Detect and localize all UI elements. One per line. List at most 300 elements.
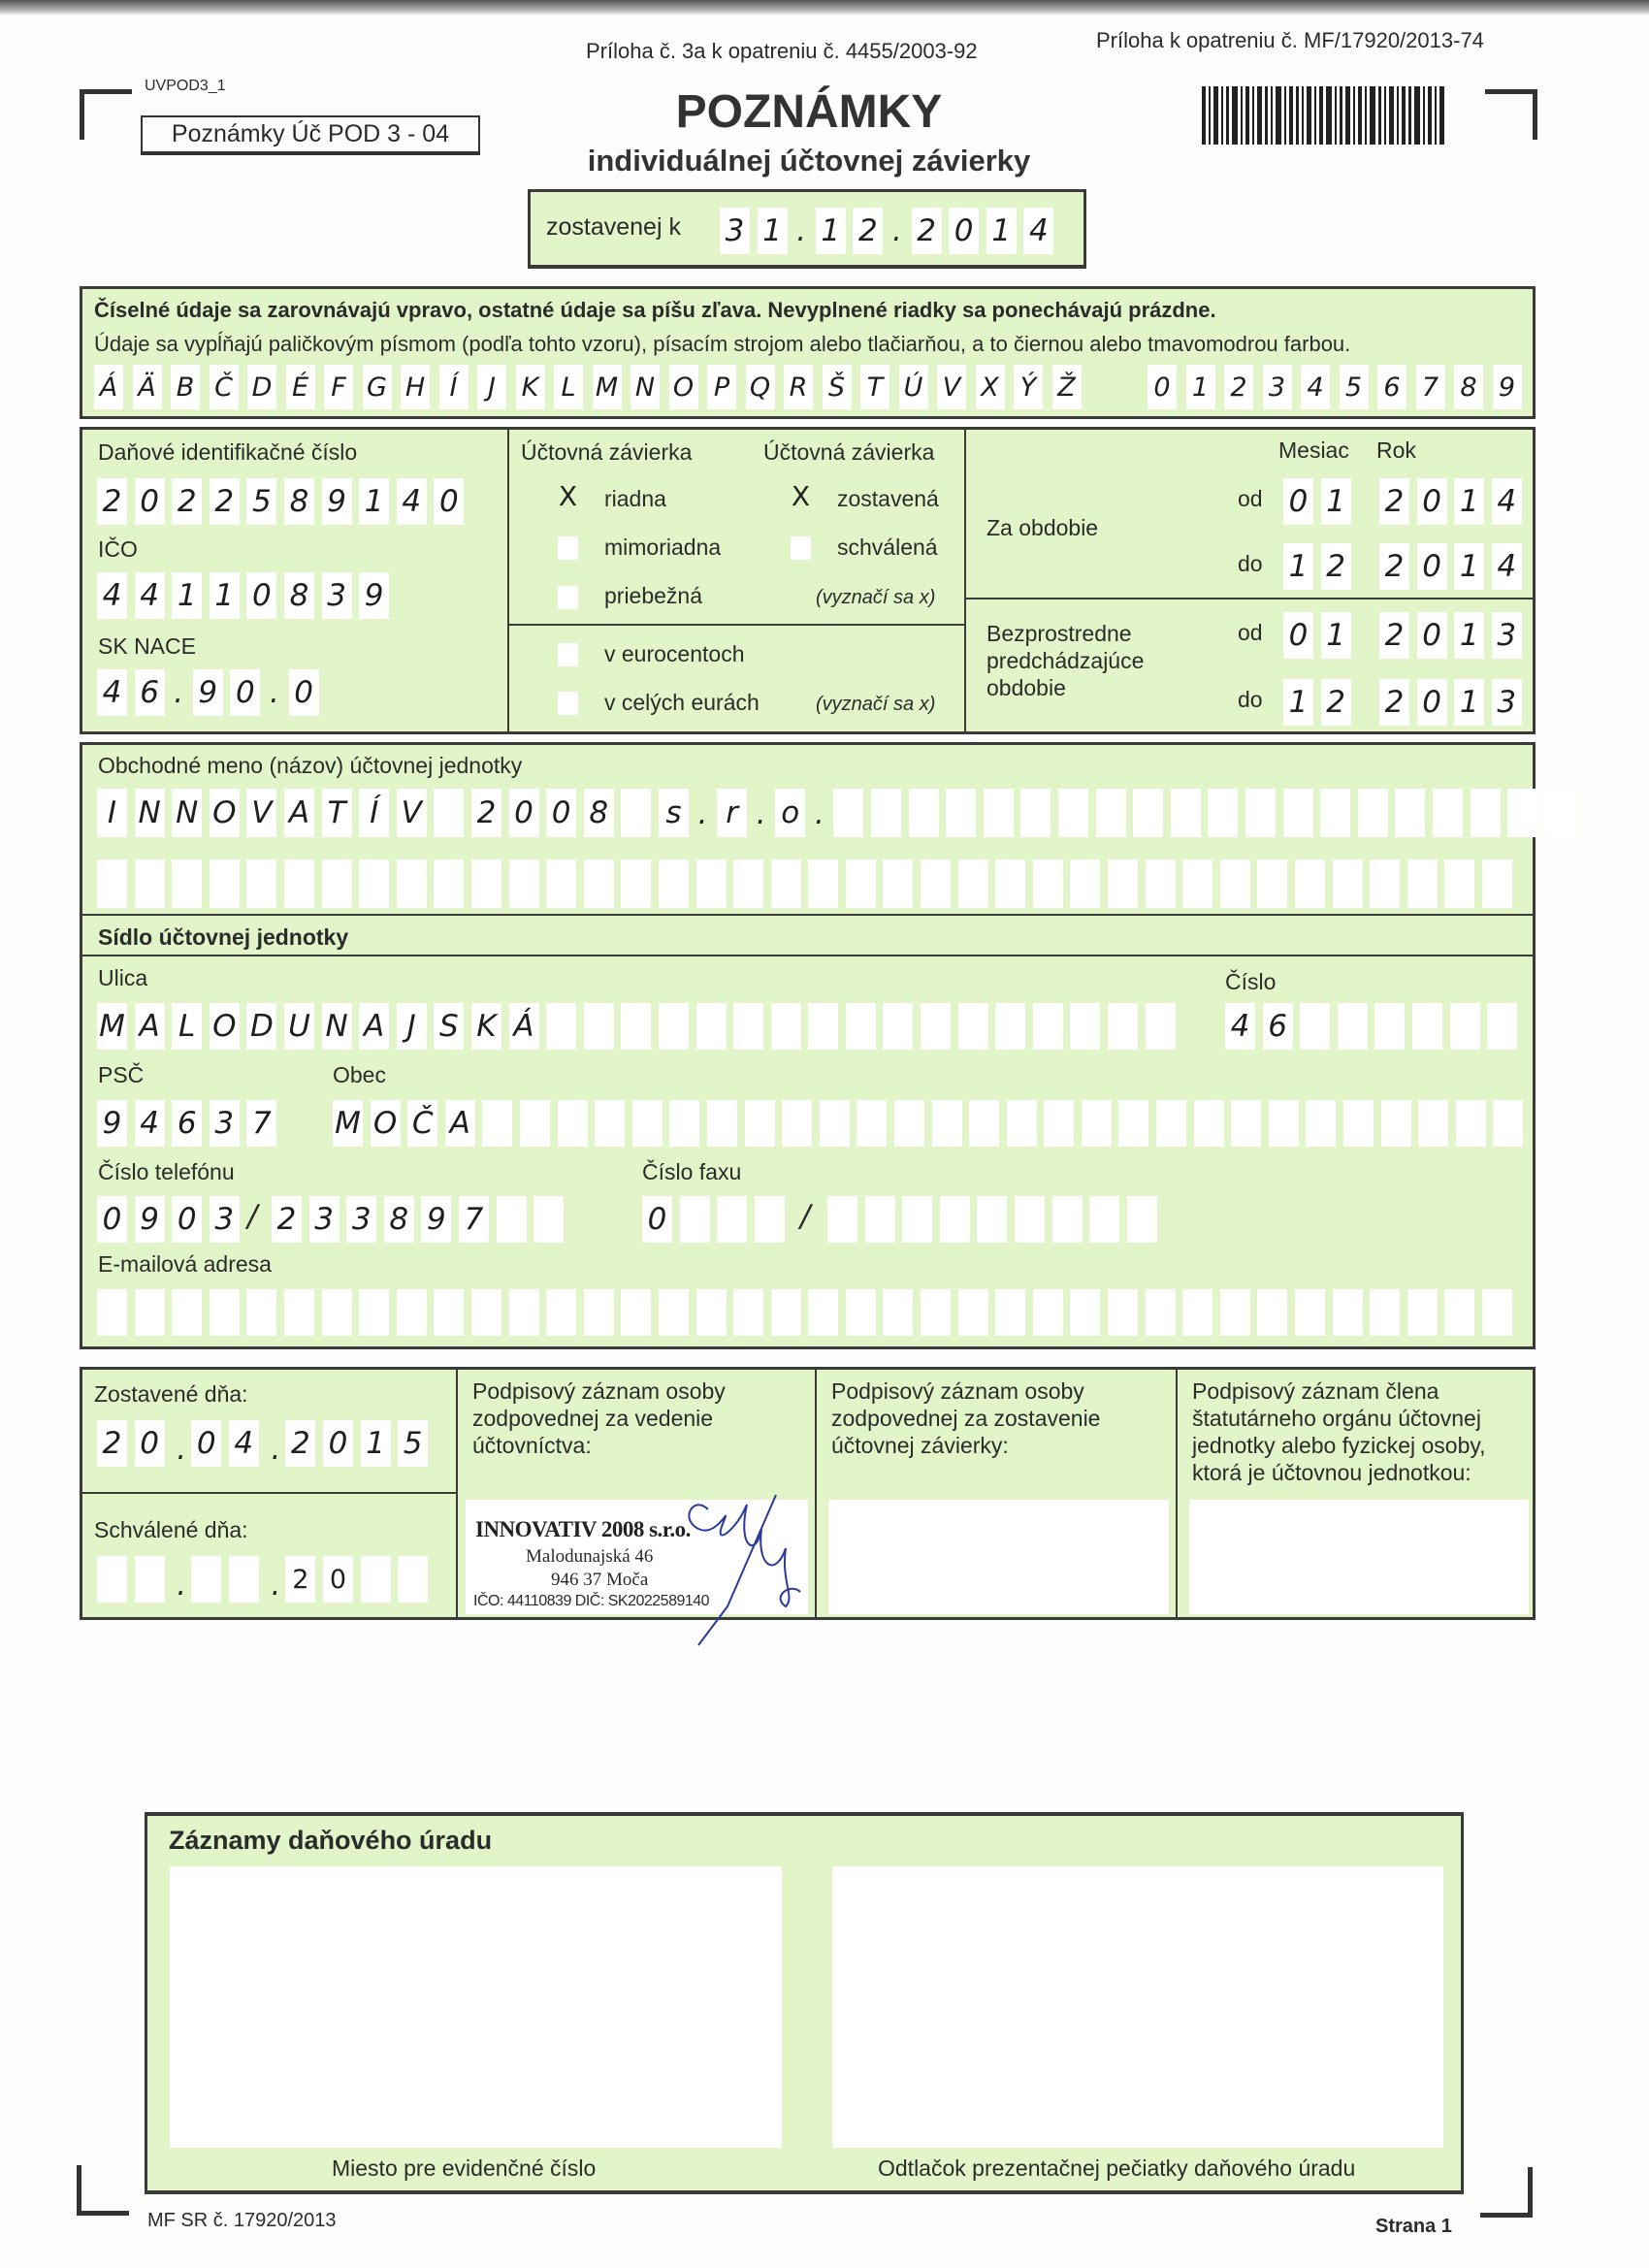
ico-field[interactable] <box>97 572 397 619</box>
comb-cell: N <box>322 1003 352 1050</box>
comb-cell: 8 <box>584 789 614 837</box>
comb-cell: 6 <box>1263 1003 1293 1050</box>
comb-cell <box>1338 1003 1368 1050</box>
mark-hint: (vyznačí sa x) <box>816 587 936 608</box>
comb-cell: 2 <box>853 208 883 254</box>
comb-cell: 0 <box>246 572 276 619</box>
comb-cell <box>1333 1289 1363 1336</box>
comb-cell <box>246 1289 276 1336</box>
comb-cell: 5 <box>1340 365 1369 409</box>
comb-cell: 3 <box>1263 365 1292 409</box>
email-field[interactable] <box>97 1289 1520 1336</box>
comb-cell <box>865 1196 895 1243</box>
comb-cell <box>808 1003 838 1050</box>
comb-cell <box>827 1196 857 1243</box>
label-schvalena: schválená <box>837 535 938 560</box>
comb-cell: 1 <box>361 1420 391 1467</box>
annex-reference-right: Príloha k opatreniu č. MF/17920/2013-74 <box>1096 28 1484 52</box>
comb-cell <box>755 1196 785 1243</box>
comb-cell <box>1407 859 1438 908</box>
comb-cell <box>1444 859 1474 908</box>
comb-cell <box>1320 789 1350 837</box>
comb-cell: 2 <box>471 789 501 837</box>
zip-label: PSČ <box>98 1062 145 1087</box>
comb-cell <box>1070 1289 1100 1336</box>
comb-cell <box>995 1289 1025 1336</box>
comb-cell <box>1358 789 1388 837</box>
comb-cell <box>1450 1003 1480 1050</box>
statutory-signature-box[interactable] <box>1189 1500 1529 1614</box>
email-label: E-mailová adresa <box>98 1251 272 1277</box>
form-id-box: Poznámky Úč POD 3 - 04 <box>141 115 480 155</box>
col2-line-3: účtovníctva: <box>472 1433 592 1458</box>
comb-cell <box>1108 859 1138 908</box>
comb-cell <box>1033 1003 1063 1050</box>
date-dot: . <box>177 1568 187 1603</box>
comb-cell: R <box>784 365 813 409</box>
registration-mark-bottom-right <box>1480 2167 1533 2218</box>
comb-cell <box>1133 789 1163 837</box>
zip-field[interactable] <box>97 1100 284 1147</box>
comb-cell <box>940 1196 970 1243</box>
comb-cell <box>361 1556 391 1603</box>
street-number-field[interactable] <box>1225 1003 1525 1050</box>
approved-year[interactable] <box>285 1556 435 1603</box>
comb-cell: 0 <box>135 1420 165 1467</box>
registration-mark-top-left <box>80 89 132 140</box>
comb-cell: 4 <box>97 669 127 716</box>
comb-cell: 2 <box>97 1420 127 1467</box>
comb-cell <box>397 859 427 908</box>
current-from-label: od <box>1238 486 1263 511</box>
comb-cell: 3 <box>1492 679 1522 726</box>
comb-cell <box>1456 1100 1486 1147</box>
comb-cell: 4 <box>135 1100 165 1147</box>
comb-cell <box>434 1289 464 1336</box>
comb-cell: A <box>135 1003 165 1050</box>
comb-cell: 7 <box>459 1196 489 1243</box>
comb-cell: H <box>401 365 430 409</box>
comb-cell <box>771 1289 801 1336</box>
previous-from-year[interactable] <box>1379 612 1529 659</box>
compiled-year[interactable] <box>285 1420 435 1467</box>
phone-separator: / <box>247 1199 258 1234</box>
comb-cell <box>482 1100 512 1147</box>
comb-cell: 2 <box>97 478 127 525</box>
comb-cell <box>191 1556 221 1603</box>
comb-cell <box>1300 1003 1330 1050</box>
entity-name-line-2[interactable] <box>97 859 1520 908</box>
comb-cell <box>1020 789 1051 837</box>
comb-cell: 6 <box>1377 365 1406 409</box>
date-dot: . <box>177 1432 187 1467</box>
comb-cell <box>808 859 838 908</box>
approved-day[interactable] <box>97 1556 172 1603</box>
comb-cell <box>1033 1289 1063 1336</box>
label-priebezna: priebežná <box>604 583 703 608</box>
compiler-signature-box[interactable] <box>828 1500 1169 1614</box>
fax-separator: / <box>800 1199 811 1234</box>
comb-cell: 2 <box>172 478 202 525</box>
comb-cell: 8 <box>384 1196 414 1243</box>
comb-cell: 0 <box>1148 365 1177 409</box>
comb-cell: 6 <box>135 669 165 716</box>
as-of-label: zostavenej k <box>546 213 681 241</box>
comb-cell <box>733 1289 763 1336</box>
previous-period-label-3: obdobie <box>986 675 1066 700</box>
comb-cell <box>584 1003 614 1050</box>
compiled-day[interactable] <box>97 1420 172 1467</box>
comb-cell <box>434 789 464 837</box>
comb-cell: L <box>172 1003 202 1050</box>
comb-cell: M <box>593 365 622 409</box>
tax-office-section <box>145 1812 1464 2194</box>
checkbox-priebezna[interactable] <box>558 586 578 609</box>
current-to-month[interactable] <box>1283 543 1358 590</box>
comb-cell <box>659 859 689 908</box>
comb-cell: 4 <box>1023 208 1053 254</box>
fax-number-field[interactable] <box>827 1196 1164 1243</box>
comb-cell <box>659 1003 689 1050</box>
registration-mark-bottom-left <box>77 2165 129 2216</box>
comb-cell <box>546 1003 576 1050</box>
comb-separator: . <box>814 796 824 831</box>
label-eurocentoch: v eurocentoch <box>604 641 745 666</box>
stamp-city: 946 37 Moča <box>551 1570 649 1590</box>
comb-cell: V <box>246 789 276 837</box>
checkbox-schvalena[interactable] <box>791 536 811 560</box>
sample-letters <box>94 365 1090 409</box>
comb-cell <box>696 1289 727 1336</box>
stamp-street: Malodunajská 46 <box>526 1546 654 1567</box>
comb-cell <box>632 1100 663 1147</box>
current-to-year[interactable] <box>1379 543 1529 590</box>
comb-cell: 0 <box>1417 612 1447 659</box>
comb-cell: 4 <box>1225 1003 1255 1050</box>
comb-cell: Á <box>94 365 123 409</box>
comb-cell: S <box>434 1003 464 1050</box>
checkbox-riadna[interactable]: X <box>558 480 578 512</box>
comb-cell: Č <box>407 1100 437 1147</box>
comb-cell <box>621 789 651 837</box>
comb-cell <box>621 859 651 908</box>
comb-cell <box>1146 859 1176 908</box>
comb-cell <box>546 859 576 908</box>
comb-cell <box>471 859 501 908</box>
seat-header: Sídlo účtovnej jednotky <box>98 924 349 950</box>
phone-label: Číslo telefónu <box>98 1159 235 1184</box>
comb-cell: 1 <box>1454 543 1484 590</box>
comb-separator: . <box>270 675 279 710</box>
stamp-ids: IČO: 44110839 DIČ: SK2022589140 <box>473 1593 710 1609</box>
fax-label: Číslo faxu <box>642 1159 742 1184</box>
checkbox-celych-eurach[interactable] <box>558 692 578 715</box>
comb-cell: o <box>775 789 805 837</box>
comb-cell: 2 <box>1379 543 1409 590</box>
comb-cell: 4 <box>1492 543 1522 590</box>
as-of-date-box <box>528 189 1086 269</box>
compiled-date-label: Zostavené dňa: <box>94 1381 248 1407</box>
nace-field[interactable] <box>97 669 326 716</box>
comb-cell: 0 <box>135 478 165 525</box>
comb-cell: 0 <box>1283 478 1313 525</box>
comb-cell: 3 <box>720 208 750 254</box>
previous-from-label: od <box>1238 620 1263 645</box>
dic-field[interactable] <box>97 478 471 525</box>
comb-cell: 0 <box>323 1556 353 1603</box>
comb-cell <box>977 1196 1007 1243</box>
comb-cell: 9 <box>359 572 389 619</box>
comb-cell <box>921 859 951 908</box>
comb-cell <box>509 859 539 908</box>
comb-cell <box>1487 1003 1517 1050</box>
comb-cell: A <box>445 1100 475 1147</box>
comb-cell <box>520 1100 550 1147</box>
comb-cell: J <box>397 1003 427 1050</box>
comb-cell: A <box>284 789 314 837</box>
comb-cell <box>434 859 464 908</box>
comb-cell <box>808 1289 838 1336</box>
comb-cell: Ú <box>899 365 928 409</box>
fax-prefix-field[interactable] <box>642 1196 792 1243</box>
comb-cell <box>1070 1003 1100 1050</box>
page-title: POZNÁMKY <box>675 86 943 138</box>
comb-cell: 0 <box>323 1420 353 1467</box>
comb-cell: 1 <box>758 208 788 254</box>
comb-cell: L <box>554 365 583 409</box>
comb-cell <box>883 1289 913 1336</box>
comb-cell: 2 <box>1379 478 1409 525</box>
comb-cell: 0 <box>1417 543 1447 590</box>
comb-cell <box>921 1289 951 1336</box>
checkbox-mimoriadna[interactable] <box>558 536 578 560</box>
page-subtitle: individuálnej účtovnej závierky <box>587 144 1031 178</box>
col4-line-2: štatutárneho orgánu účtovnej <box>1192 1406 1481 1431</box>
comb-cell: U <box>284 1003 314 1050</box>
comb-cell: 2 <box>272 1196 302 1243</box>
comb-cell: 0 <box>1417 478 1447 525</box>
previous-from-month[interactable] <box>1283 612 1358 659</box>
comb-cell <box>1182 1289 1212 1336</box>
comb-cell: P <box>707 365 736 409</box>
comb-cell <box>969 1100 999 1147</box>
tax-office-stamp-caption: Odtlačok prezentačnej pečiatky daňového úradu <box>878 2155 1356 2181</box>
as-of-date-field[interactable] <box>720 208 1061 254</box>
comb-cell <box>1283 789 1313 837</box>
comb-cell: Í <box>439 365 469 409</box>
comb-cell: 0 <box>1283 612 1313 659</box>
tax-office-stamp-box[interactable] <box>832 1866 1443 2148</box>
comb-cell <box>322 859 352 908</box>
comb-cell <box>210 859 240 908</box>
comb-cell <box>1194 1100 1224 1147</box>
comb-cell <box>921 1003 951 1050</box>
statement-state-header: Účtovná závierka <box>763 439 935 465</box>
signatures-section <box>80 1367 1536 1620</box>
comb-cell: O <box>210 789 240 837</box>
footer-reference: MF SR č. 17920/2013 <box>147 2210 337 2231</box>
statement-type-header: Účtovná závierka <box>521 439 693 465</box>
comb-cell: Š <box>823 365 852 409</box>
label-riadna: riadna <box>604 486 666 511</box>
phone-prefix-field[interactable] <box>97 1196 246 1243</box>
street-label: Ulica <box>98 965 148 990</box>
comb-cell <box>1108 1289 1138 1336</box>
col2-line-1: Podpisový záznam osoby <box>472 1378 726 1404</box>
registration-number-box[interactable] <box>170 1866 782 2148</box>
col3-line-1: Podpisový záznam osoby <box>831 1378 1084 1404</box>
comb-cell <box>902 1196 932 1243</box>
comb-cell <box>1044 1100 1074 1147</box>
comb-cell: 4 <box>229 1420 259 1467</box>
previous-to-year[interactable] <box>1379 679 1529 726</box>
current-period-label: Za obdobie <box>986 515 1099 540</box>
compiled-month[interactable] <box>191 1420 266 1467</box>
previous-to-month[interactable] <box>1283 679 1358 726</box>
ico-label: IČO <box>98 536 138 562</box>
comb-cell <box>1370 1289 1400 1336</box>
comb-cell <box>995 1003 1025 1050</box>
comb-cell <box>97 1556 127 1603</box>
comb-cell <box>846 1289 876 1336</box>
comb-cell: 9 <box>97 1100 127 1147</box>
checkbox-zostavena[interactable]: X <box>791 480 811 512</box>
comb-cell: Í <box>359 789 389 837</box>
entity-name-line-1[interactable] <box>97 789 1582 837</box>
form-code: UVPOD3_1 <box>145 78 226 94</box>
comb-cell <box>1545 789 1575 837</box>
comb-cell <box>172 859 202 908</box>
comb-cell <box>1007 1100 1037 1147</box>
comb-cell <box>883 859 913 908</box>
comb-cell <box>1127 1196 1157 1243</box>
comb-cell: N <box>172 789 202 837</box>
date-dot: . <box>271 1568 281 1603</box>
comb-cell: 5 <box>246 478 276 525</box>
comb-cell: É <box>286 365 315 409</box>
comb-cell: K <box>471 1003 501 1050</box>
comb-cell <box>1052 1196 1083 1243</box>
comb-cell <box>509 1289 539 1336</box>
comb-cell: 7 <box>1416 365 1445 409</box>
handwritten-signature-icon <box>640 1490 815 1626</box>
comb-cell: r <box>717 789 747 837</box>
comb-cell: 1 <box>816 208 846 254</box>
comb-cell: 3 <box>210 1196 240 1243</box>
comb-cell: 0 <box>546 789 576 837</box>
comb-cell: 8 <box>1454 365 1483 409</box>
comb-cell: M <box>333 1100 363 1147</box>
comb-cell <box>1182 859 1212 908</box>
registration-number-caption: Miesto pre evidenčné číslo <box>332 2155 597 2181</box>
comb-cell <box>857 1100 887 1147</box>
comb-cell <box>135 1556 165 1603</box>
comb-cell: V <box>937 365 966 409</box>
comb-cell <box>1015 1196 1045 1243</box>
comb-cell <box>359 859 389 908</box>
comb-cell <box>584 859 614 908</box>
comb-cell <box>584 1289 614 1336</box>
comb-cell: Q <box>746 365 775 409</box>
sample-digits <box>1148 365 1531 409</box>
comb-cell <box>1231 1100 1261 1147</box>
col2-line-2: zodpovednej za vedenie <box>472 1406 714 1431</box>
comb-cell <box>1146 1289 1176 1336</box>
comb-cell: 0 <box>191 1420 221 1467</box>
comb-cell: 1 <box>1321 612 1351 659</box>
approved-month[interactable] <box>191 1556 266 1603</box>
comb-cell: N <box>135 789 165 837</box>
entity-name-label: Obchodné meno (názov) účtovnej jednotky <box>98 753 523 778</box>
comb-cell <box>322 1289 352 1336</box>
comb-cell <box>1407 1289 1438 1336</box>
checkbox-eurocentoch[interactable] <box>558 643 578 666</box>
comb-cell: 8 <box>284 572 314 619</box>
comb-cell: O <box>210 1003 240 1050</box>
nace-label: SK NACE <box>98 633 196 659</box>
comb-cell: Ž <box>1052 365 1082 409</box>
comb-cell: 9 <box>135 1196 165 1243</box>
instructions-line-1: Číselné údaje sa zarovnávajú vpravo, ostatné údaje sa píšu zľava. Nevyplnené riadky sa ponechávajú prázdne. <box>94 298 1216 322</box>
previous-period-label-1: Bezprostredne <box>986 621 1132 646</box>
comb-cell <box>771 859 801 908</box>
city-field[interactable] <box>333 1100 1531 1147</box>
comb-cell <box>733 1003 763 1050</box>
comb-cell <box>497 1196 527 1243</box>
comb-cell <box>1343 1100 1374 1147</box>
comb-cell: 2 <box>1379 679 1409 726</box>
comb-cell <box>1269 1100 1299 1147</box>
barcode-icon <box>1202 86 1444 145</box>
accounting-signature-box[interactable] <box>466 1500 808 1614</box>
comb-cell <box>696 1003 727 1050</box>
comb-cell: G <box>363 365 392 409</box>
comb-cell <box>1146 1003 1176 1050</box>
comb-cell <box>1089 1196 1119 1243</box>
comb-cell: 0 <box>230 669 260 716</box>
street-field[interactable] <box>97 1003 1182 1050</box>
comb-cell <box>1220 1289 1250 1336</box>
comb-cell: X <box>976 365 1005 409</box>
identification-section <box>80 427 1536 734</box>
comb-cell <box>595 1100 625 1147</box>
comb-cell <box>97 1289 127 1336</box>
comb-cell: T <box>860 365 889 409</box>
comb-cell: 5 <box>398 1420 428 1467</box>
current-from-month[interactable] <box>1283 478 1358 525</box>
phone-number-field[interactable] <box>272 1196 571 1243</box>
comb-cell <box>771 1003 801 1050</box>
comb-cell <box>1370 859 1400 908</box>
street-number-label: Číslo <box>1225 969 1277 994</box>
comb-cell: A <box>359 1003 389 1050</box>
comb-cell <box>558 1100 588 1147</box>
comb-cell: V <box>397 789 427 837</box>
col3-line-3: účtovnej závierky: <box>831 1433 1009 1458</box>
comb-cell: 4 <box>1492 478 1522 525</box>
current-from-year[interactable] <box>1379 478 1529 525</box>
comb-cell <box>1220 859 1250 908</box>
stamp-company-name: INNOVATIV 2008 s.r.o. <box>475 1517 691 1541</box>
comb-cell: D <box>246 1003 276 1050</box>
comb-cell <box>1245 789 1276 837</box>
comb-cell: 9 <box>421 1196 451 1243</box>
comb-cell <box>172 1289 202 1336</box>
previous-to-label: do <box>1238 687 1263 712</box>
current-to-label: do <box>1238 551 1263 576</box>
comb-cell <box>1257 859 1287 908</box>
instructions-line-2: Údaje sa vypĺňajú paličkovým písmom (podľa tohto vzoru), písacím strojom alebo tlačiarňou, a to čiernou alebo tmavomodrou farbou. <box>94 332 1351 356</box>
